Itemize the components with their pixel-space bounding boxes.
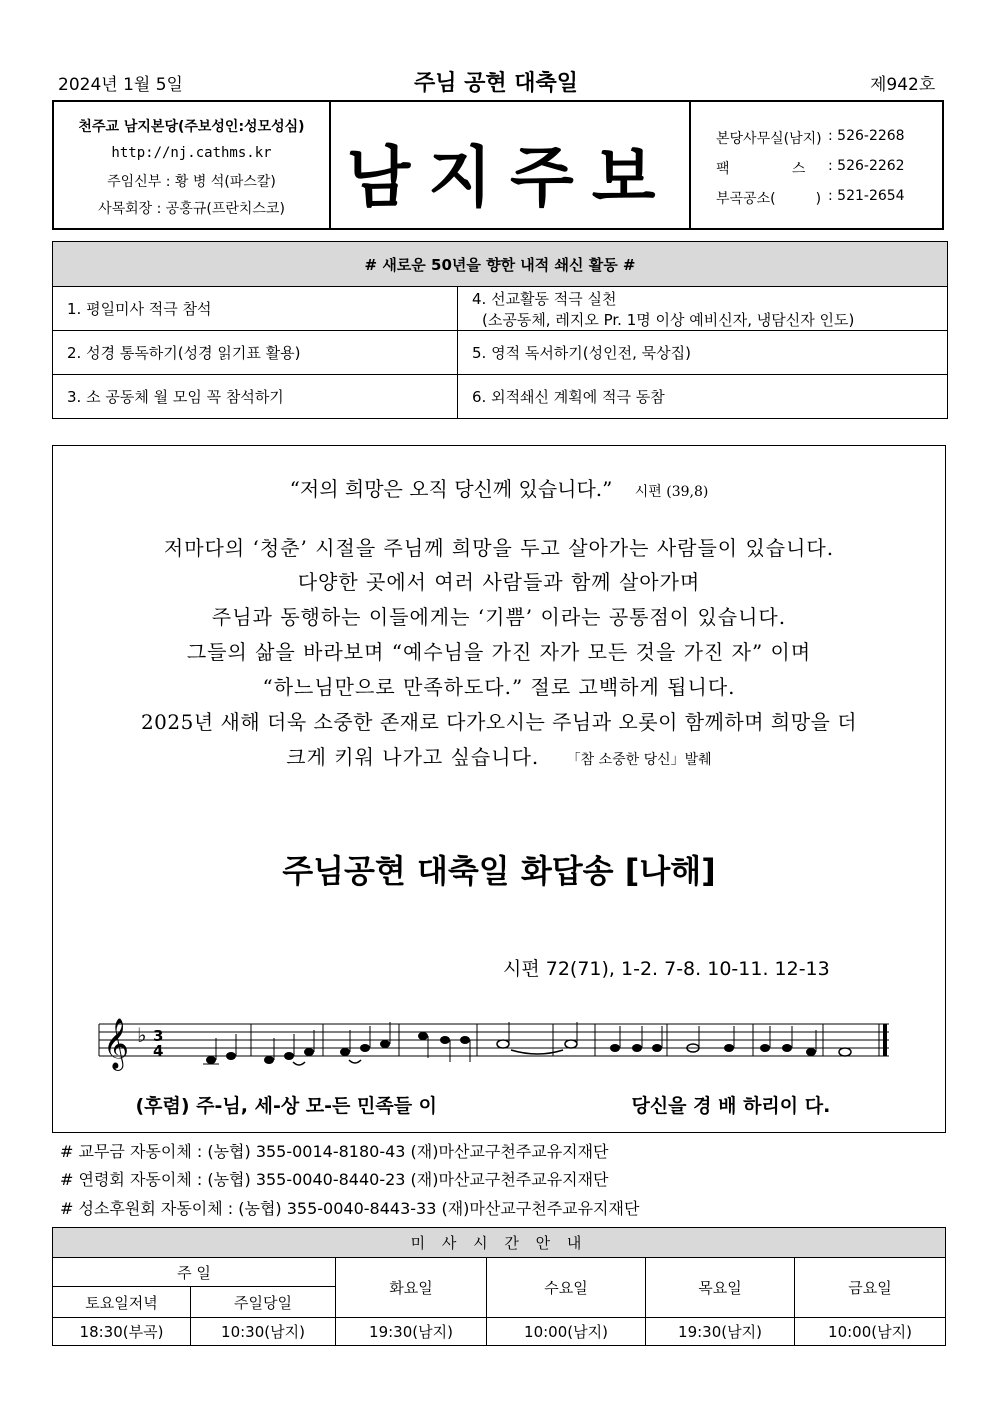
contact-value: : 526-2268	[828, 128, 905, 144]
quote-reference: 시편 (39,8)	[634, 484, 709, 500]
activities-table	[52, 241, 948, 419]
activity-item: 2. 성경 통독하기(성경 읽기표 활용)	[53, 331, 458, 375]
mass-schedule-title: 미 사 시 간 안 내	[53, 1228, 946, 1258]
psalm-reference: 시편 72(71), 1-2. 7-8. 10-11. 12-13	[503, 958, 830, 980]
activity-item: 6. 외적쇄신 계획에 적극 동참	[458, 375, 948, 419]
masthead-box	[52, 100, 944, 230]
activity-item: 3. 소 공동체 월 모임 꼭 참석하기	[53, 375, 458, 419]
activity-item	[458, 287, 948, 331]
reflection-box	[52, 445, 946, 1133]
feast-title: 주님 공현 대축일	[413, 71, 579, 96]
treble-clef-icon: 𝄞	[103, 1018, 130, 1069]
bulletin-date: 2024년 1월 5일	[58, 75, 183, 95]
activity-item: 1. 평일미사 적극 참석	[53, 287, 458, 331]
lyrics-left: (후렴) 주-님, 세-상 모-든 민족들 이	[135, 1095, 438, 1117]
issue-number: 제942호	[870, 75, 936, 95]
mass-time: 18:30(부곡)	[53, 1318, 191, 1346]
reflection-line: 저마다의 ‘청춘’ 시절을 주님께 희망을 두고 살아가는 사람들이 있습니다.	[163, 536, 835, 560]
time-signature-top: 3	[153, 1027, 164, 1045]
mass-time: 10:00(남지)	[487, 1318, 646, 1346]
contact-office	[716, 128, 936, 148]
activity-item-detail: (소공동체, 레지오 Pr. 1명 이상 예비신자, 냉담신자 인도)	[482, 310, 855, 329]
saturday-evening-header: 토요일저녁	[53, 1287, 191, 1318]
mass-time: 19:30(남지)	[336, 1318, 487, 1346]
contact-fax	[716, 158, 936, 178]
half-notes	[293, 1040, 851, 1065]
activities-heading: # 새로운 50년을 향한 내적 쇄신 활동 #	[53, 242, 948, 287]
contact-value: : 526-2262	[828, 158, 905, 174]
note-stems	[203, 1022, 816, 1064]
quote-text: “저의 희망은 오직 당신께 있습니다.”	[289, 477, 613, 501]
contact-label: 팩 스	[716, 161, 806, 177]
donation-line: # 연령회 자동이체 : (농협) 355-0040-8440-23 (재)마산교구천주교유지재단	[60, 1170, 609, 1189]
reflection-line: 그들의 삶을 바라보며 “예수님을 가진 자가 모든 것을 가진 자” 이며	[186, 640, 812, 664]
day-header: 수요일	[487, 1258, 646, 1318]
parish-url[interactable]: http://nj.cathms.kr	[111, 145, 272, 161]
mass-schedule-table	[52, 1227, 946, 1346]
sunday-day-header: 주일당일	[191, 1287, 336, 1318]
contact-label: 본당사무실(남지)	[716, 131, 822, 147]
reflection-line: 2025년 새해 더욱 소중한 존재로 다가오시는 주님과 오롯이 함께하며 희망을 더	[140, 710, 858, 734]
chairman-name: 사목회장 : 공홍규(프란치스코)	[98, 201, 285, 217]
activity-item-title: 4. 선교활동 적극 실천	[472, 289, 617, 308]
activity-item: 5. 영적 독서하기(성인전, 묵상집)	[458, 331, 948, 375]
reflection-line: 크게 키워 나가고 싶습니다.	[286, 745, 540, 769]
time-signature-bottom: 4	[153, 1042, 164, 1060]
contact-label: 부곡공소( )	[716, 191, 822, 207]
parish-name: 천주교 남지본당(주보성인:성모성심)	[78, 119, 305, 135]
day-header: 목요일	[646, 1258, 795, 1318]
psalm-song-title: 주님공현 대축일 화답송 [나해]	[282, 852, 716, 890]
reflection-line: 다양한 곳에서 여러 사람들과 함께 살아가며	[297, 570, 701, 594]
donation-line: # 성소후원회 자동이체 : (농협) 355-0040-8443-33 (재)마산교구천주교유지재단	[60, 1199, 640, 1218]
lyrics-right: 당신을 경 배 하리이 다.	[631, 1095, 831, 1117]
day-header: 금요일	[795, 1258, 946, 1318]
music-staff	[53, 1006, 945, 1076]
masthead-title-cell	[331, 102, 691, 228]
psalm-lyrics	[109, 1069, 437, 1140]
contact-info	[691, 102, 942, 228]
pastor-name: 주임신부 : 황 병 석(파스칼)	[107, 174, 276, 190]
reflection-source: 「참 소중한 당신」발췌	[566, 752, 712, 768]
mass-time: 10:00(남지)	[795, 1318, 946, 1346]
contact-value: : 521-2654	[828, 188, 905, 204]
mass-time: 10:30(남지)	[191, 1318, 336, 1346]
flat-icon: ♭	[137, 1023, 147, 1047]
contact-mission	[716, 188, 936, 208]
parish-info	[54, 102, 331, 228]
sunday-header: 주 일	[53, 1258, 336, 1287]
day-header: 화요일	[336, 1258, 487, 1318]
reflection-quote	[53, 473, 945, 502]
psalm-lyrics-right	[605, 1069, 830, 1140]
masthead-title: 남지주보	[346, 138, 674, 216]
reflection-line: “하느님만으로 만족하도다.” 절로 고백하게 됩니다.	[262, 675, 736, 699]
donation-line: # 교무금 자동이체 : (농협) 355-0014-8180-43 (재)마산교구천주교유지재단	[60, 1142, 609, 1161]
reflection-line-last	[53, 741, 945, 770]
mass-time: 19:30(남지)	[646, 1318, 795, 1346]
reflection-line: 주님과 동행하는 이들에게는 ‘기쁨’ 이라는 공통점이 있습니다.	[211, 605, 787, 629]
